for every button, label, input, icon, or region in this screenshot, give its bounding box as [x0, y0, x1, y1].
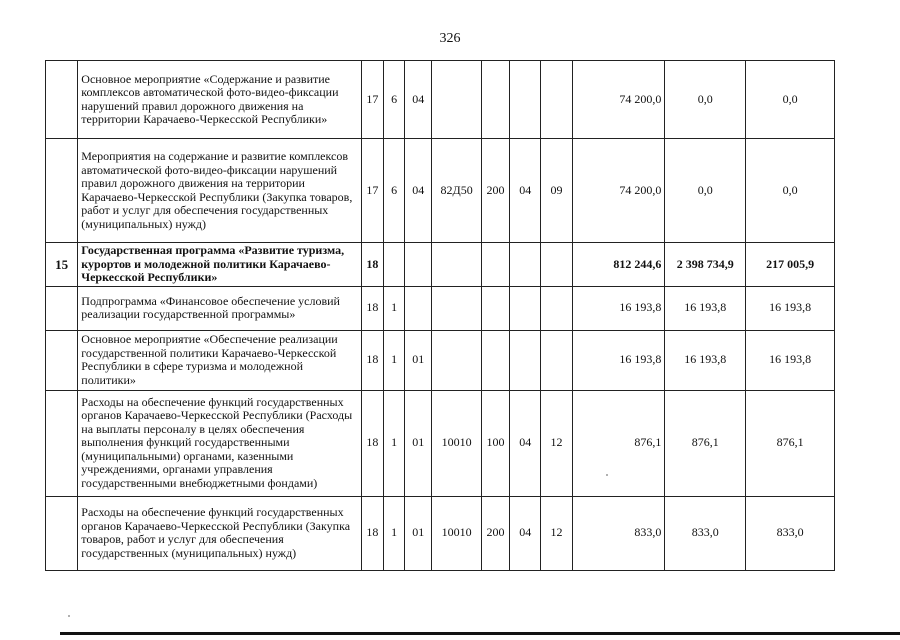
cell-activity-code: 01 [405, 390, 432, 496]
cell-amount-year2: 833,0 [665, 496, 746, 570]
cell-program-code: 17 [361, 61, 383, 139]
cell-row-number [46, 390, 78, 496]
page-number: 326 [439, 31, 461, 46]
cell-subsection [541, 61, 572, 139]
cell-expense-type [481, 61, 509, 139]
cell-name: Расходы на обеспечение функций государственных органов Карачаево-Черкесской Республики (Расходы на выплаты персоналу в целях обеспечения выполнения функций государственными (муниципальными) органами, казенными учреждениями, органами управления государственными внебюджетными фондами) [78, 390, 362, 496]
cell-direction-code: 82Д50 [432, 139, 481, 243]
cell-expense-type [481, 286, 509, 330]
cell-amount-year1: 812 244,6 [572, 243, 665, 287]
cell-row-number [46, 496, 78, 570]
cell-program-code: 18 [361, 390, 383, 496]
cell-program-code: 18 [361, 330, 383, 390]
cell-name: Мероприятия на содержание и развитие комплексов автоматической фото-видео-фиксации нарушений правил дорожного движения на территории Карачаево-Черкесской Республики (Закупка товаров, работ и услуг для обеспечения государственных (муниципальных) нужд) [78, 139, 362, 243]
cell-activity-code: 01 [405, 330, 432, 390]
table-row [46, 286, 835, 330]
cell-amount-year1: 876,1 [572, 390, 665, 496]
cell-amount-year1: 833,0 [572, 496, 665, 570]
cell-activity-code [405, 286, 432, 330]
cell-amount-year2: 876,1 [665, 390, 746, 496]
cell-program-code: 18 [361, 243, 383, 287]
cell-subprogram-code: 1 [383, 330, 404, 390]
cell-row-number [46, 330, 78, 390]
cell-subprogram-code: 1 [383, 496, 404, 570]
table-row [46, 61, 835, 139]
cell-program-code: 17 [361, 139, 383, 243]
table-row [46, 390, 835, 496]
cell-amount-year3: 0,0 [746, 61, 835, 139]
cell-section: 04 [510, 496, 541, 570]
cell-amount-year2: 16 193,8 [665, 330, 746, 390]
cell-direction-code: 10010 [432, 390, 481, 496]
cell-subsection: 12 [541, 390, 572, 496]
cell-name: Основное мероприятие «Содержание и развитие комплексов автоматической фото-видео-фиксации нарушений правил дорожного движения на территории Карачаево-Черкесской Республики» [78, 61, 362, 139]
cell-subprogram-code: 1 [383, 390, 404, 496]
cell-subprogram-code [383, 243, 404, 287]
cell-amount-year2: 2 398 734,9 [665, 243, 746, 287]
cell-name: Расходы на обеспечение функций государственных органов Карачаево-Черкесской Республики (Закупка товаров, работ и услуг для обеспечения государственных (муниципальных) нужд) [78, 496, 362, 570]
cell-row-number: 15 [46, 243, 78, 287]
cell-row-number [46, 286, 78, 330]
cell-subsection: 09 [541, 139, 572, 243]
scan-artifact [68, 615, 70, 617]
cell-amount-year3: 16 193,8 [746, 330, 835, 390]
budget-table [45, 60, 835, 571]
cell-expense-type: 200 [481, 139, 509, 243]
cell-amount-year2: 0,0 [665, 139, 746, 243]
cell-subprogram-code: 6 [383, 61, 404, 139]
table-row [46, 496, 835, 570]
cell-amount-year1: 16 193,8 [572, 286, 665, 330]
cell-amount-year3: 876,1 [746, 390, 835, 496]
cell-direction-code [432, 286, 481, 330]
cell-section [510, 330, 541, 390]
cell-amount-year3: 16 193,8 [746, 286, 835, 330]
cell-program-code: 18 [361, 286, 383, 330]
cell-amount-year1: 74 200,0 [572, 61, 665, 139]
cell-subprogram-code: 1 [383, 286, 404, 330]
cell-amount-year3: 217 005,9 [746, 243, 835, 287]
cell-section: 04 [510, 390, 541, 496]
cell-activity-code: 04 [405, 61, 432, 139]
cell-direction-code [432, 330, 481, 390]
cell-section: 04 [510, 139, 541, 243]
cell-amount-year2: 16 193,8 [665, 286, 746, 330]
cell-amount-year3: 0,0 [746, 139, 835, 243]
cell-name: Государственная программа «Развитие туризма, курортов и молодежной политики Карачаево-Черкесской Республики» [78, 243, 362, 287]
cell-name: Основное мероприятие «Обеспечение реализации государственной политики Карачаево-Черкесской Республики в сфере туризма и молодежной политики» [78, 330, 362, 390]
cell-subsection: 12 [541, 496, 572, 570]
cell-direction-code [432, 61, 481, 139]
cell-name: Подпрограмма «Финансовое обеспечение условий реализации государственной программы» [78, 286, 362, 330]
cell-subsection [541, 330, 572, 390]
cell-amount-year1: 74 200,0 [572, 139, 665, 243]
cell-activity-code: 04 [405, 139, 432, 243]
table-body [46, 61, 835, 571]
cell-subsection [541, 243, 572, 287]
table-row [46, 330, 835, 390]
cell-program-code: 18 [361, 496, 383, 570]
scan-artifact [606, 474, 608, 476]
cell-subprogram-code: 6 [383, 139, 404, 243]
cell-row-number [46, 139, 78, 243]
cell-section [510, 61, 541, 139]
table-row [46, 139, 835, 243]
cell-expense-type: 200 [481, 496, 509, 570]
cell-expense-type [481, 243, 509, 287]
cell-activity-code: 01 [405, 496, 432, 570]
cell-amount-year1: 16 193,8 [572, 330, 665, 390]
cell-subsection [541, 286, 572, 330]
cell-direction-code [432, 243, 481, 287]
cell-section [510, 286, 541, 330]
cell-section [510, 243, 541, 287]
cell-direction-code: 10010 [432, 496, 481, 570]
cell-expense-type: 100 [481, 390, 509, 496]
cell-expense-type [481, 330, 509, 390]
cell-row-number [46, 61, 78, 139]
cell-activity-code [405, 243, 432, 287]
table-row [46, 243, 835, 287]
cell-amount-year3: 833,0 [746, 496, 835, 570]
cell-amount-year2: 0,0 [665, 61, 746, 139]
bottom-rule [60, 632, 900, 635]
